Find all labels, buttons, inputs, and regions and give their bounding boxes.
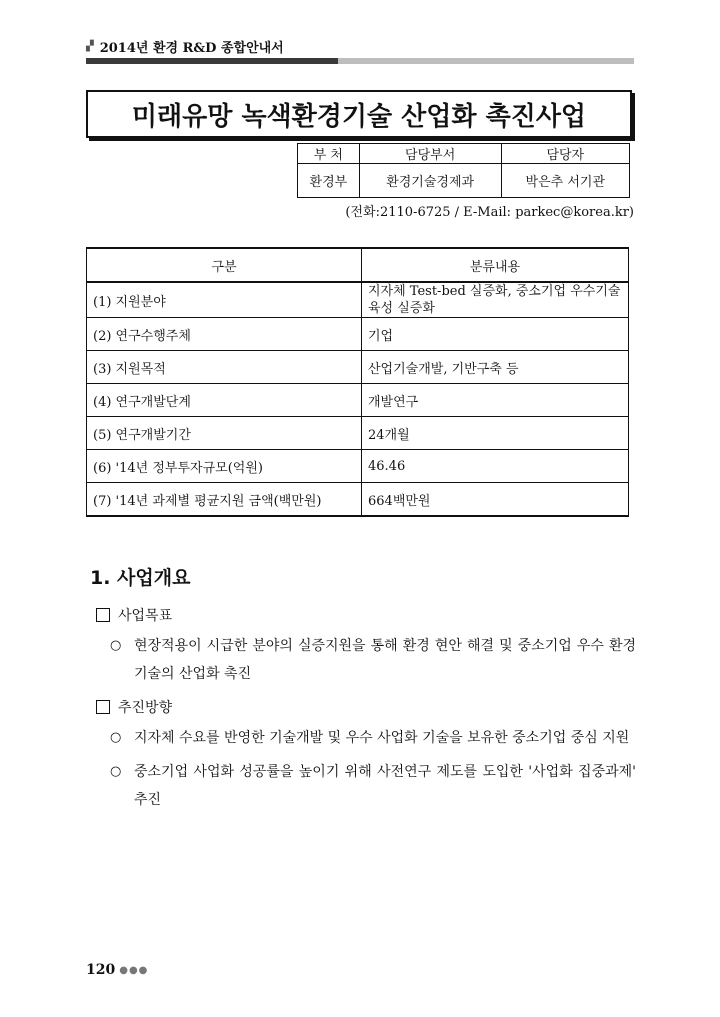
- item-head-direction: [96, 694, 636, 720]
- contact-info: (전화:2110-6725 / E-Mail: parkec@korea.kr): [345, 205, 634, 220]
- section-content: [96, 600, 636, 820]
- circle-bullet-icon: ○: [110, 638, 122, 653]
- header-title: 2014년 환경 R&D 종합안내서: [99, 40, 284, 56]
- page-title: 미래유망 녹색환경기술 산업화 촉진사업: [86, 90, 632, 138]
- row-label: (5) 연구개발기간: [87, 417, 362, 450]
- row-label: (6) '14년 정부투자규모(억원): [87, 450, 362, 483]
- row-value: 기업: [362, 318, 629, 351]
- info-header-category: 구분: [87, 248, 362, 282]
- contact-person: 박은추 서기관: [501, 164, 629, 198]
- list-item: [96, 724, 636, 752]
- row-label: (3) 지원목적: [87, 351, 362, 384]
- header-mark-icon: ▞: [86, 40, 94, 52]
- table-row: [87, 483, 629, 517]
- footer-dots-icon: ●●●: [119, 964, 149, 976]
- row-value: 664백만원: [362, 483, 629, 517]
- header-rule-dark: [86, 58, 338, 64]
- row-value: 46.46: [362, 450, 629, 483]
- contact-department: 환경기술경제과: [359, 164, 501, 198]
- contact-header-ministry: 부 처: [298, 144, 360, 164]
- contact-header-department: 담당부서: [359, 144, 501, 164]
- info-header-content: 분류내용: [362, 248, 629, 282]
- item-head-label: 추진방향: [118, 700, 173, 716]
- checkbox-square-icon: [96, 700, 110, 714]
- header-rule-light: [338, 58, 634, 64]
- bullet-text: 현장적용이 시급한 분야의 실증지원을 통해 환경 현안 해결 및 중소기업 우수 환경기술의 산업화 촉진: [134, 638, 636, 682]
- row-label: (1) 지원분야: [87, 282, 362, 318]
- contact-header-person: 담당자: [501, 144, 629, 164]
- table-row: [87, 417, 629, 450]
- contact-table: [297, 143, 630, 198]
- info-table: [86, 247, 629, 517]
- section-title: 1. 사업개요: [90, 567, 191, 589]
- bullet-text: 지자체 수요를 반영한 기술개발 및 우수 사업화 기술을 보유한 중소기업 중심 지원: [134, 730, 630, 746]
- table-row: [87, 384, 629, 417]
- checkbox-square-icon: [96, 608, 110, 622]
- row-value: 산업기술개발, 기반구축 등: [362, 351, 629, 384]
- row-label: (4) 연구개발단계: [87, 384, 362, 417]
- row-value: 지자체 Test-bed 실증화, 중소기업 우수기술 육성 실증화: [362, 282, 629, 318]
- item-head-label: 사업목표: [118, 608, 173, 624]
- list-item: [96, 632, 636, 688]
- table-row: [87, 450, 629, 483]
- header-rule: [86, 58, 634, 64]
- table-row: [87, 282, 629, 318]
- row-value: 24개월: [362, 417, 629, 450]
- item-head-goal: [96, 602, 636, 628]
- bullet-text: 중소기업 사업화 성공률을 높이기 위해 사전연구 제도를 도입한 '사업화 집중과제' 추진: [134, 764, 636, 808]
- circle-bullet-icon: ○: [110, 730, 122, 745]
- page-footer: [86, 962, 148, 978]
- page-number: 120: [86, 962, 116, 978]
- circle-bullet-icon: ○: [110, 764, 122, 779]
- table-row: [87, 318, 629, 351]
- row-value: 개발연구: [362, 384, 629, 417]
- list-item: [96, 758, 636, 814]
- row-label: (7) '14년 과제별 평균지원 금액(백만원): [87, 483, 362, 517]
- table-row: [87, 351, 629, 384]
- row-label: (2) 연구수행주체: [87, 318, 362, 351]
- contact-ministry: 환경부: [298, 164, 360, 198]
- running-header: [86, 36, 634, 56]
